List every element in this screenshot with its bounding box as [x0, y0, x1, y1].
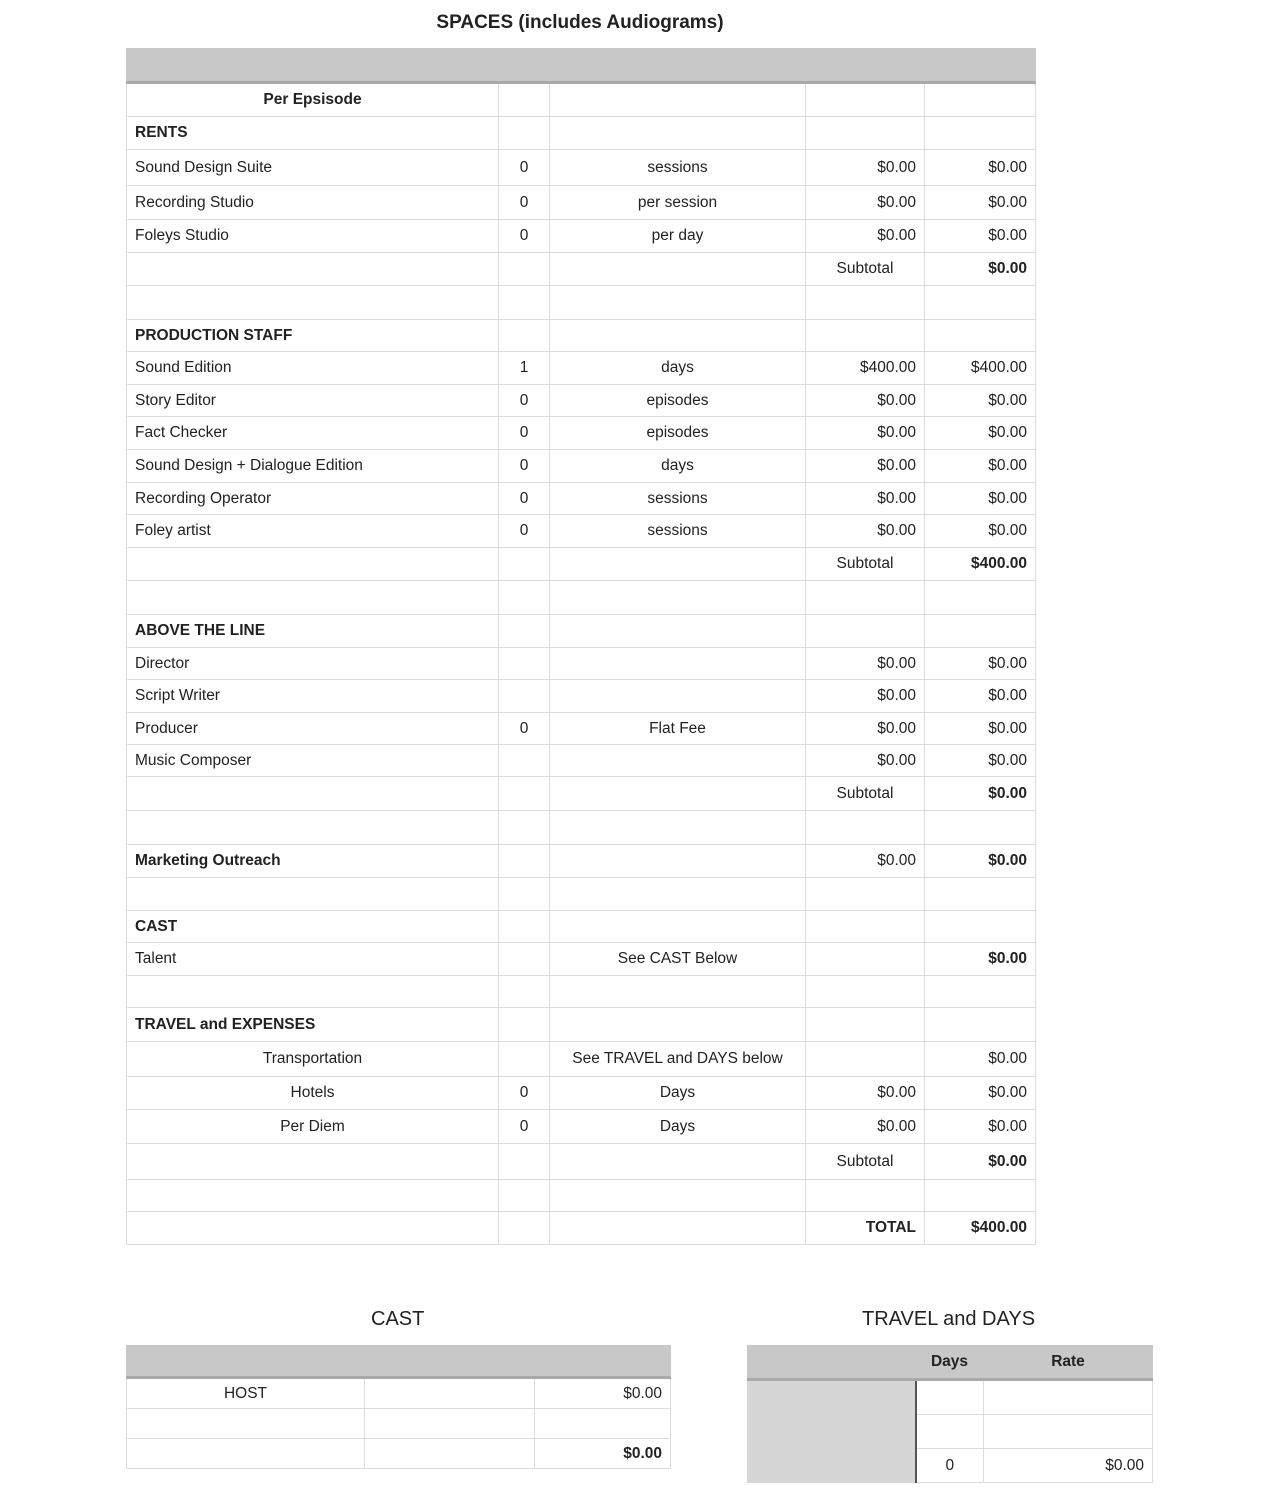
table-row — [127, 1110, 1036, 1144]
table-row — [127, 1180, 1036, 1212]
cell-c3 — [550, 648, 806, 680]
table-row — [127, 352, 1036, 385]
table-row — [127, 515, 1036, 548]
cell-c5: $0.00 — [925, 845, 1036, 878]
cell-c3 — [550, 745, 806, 777]
table-row — [127, 417, 1036, 450]
travel-row — [748, 1380, 1153, 1415]
cell-c3 — [550, 1008, 806, 1042]
cell-c4: $0.00 — [806, 1110, 925, 1144]
cell-c2 — [499, 1042, 550, 1077]
table-row — [127, 615, 1036, 648]
cell-c2: 0 — [499, 1110, 550, 1144]
cell-c1: Story Editor — [127, 385, 499, 417]
cell-c1: Recording Operator — [127, 483, 499, 515]
cell-c2: 0 — [499, 150, 550, 186]
cell-c5: $0.00 — [925, 186, 1036, 220]
cell-c3: days — [550, 352, 806, 385]
cell-c1: Script Writer — [127, 680, 499, 713]
cell-c5: $0.00 — [925, 1077, 1036, 1110]
cell-c1: Producer — [127, 713, 499, 745]
cell-c5 — [925, 615, 1036, 648]
cell-c1: Foley artist — [127, 515, 499, 548]
cell-c5: $400.00 — [925, 548, 1036, 581]
cell-c5: $0.00 — [925, 150, 1036, 186]
cell-c4: $0.00 — [806, 417, 925, 450]
cell-c5: $0.00 — [925, 648, 1036, 680]
cell-c1: ABOVE THE LINE — [127, 615, 499, 648]
cell-c5 — [925, 286, 1036, 320]
cast-title: CAST — [371, 1308, 425, 1330]
cell-c3: episodes — [550, 385, 806, 417]
cell-c5: $0.00 — [925, 745, 1036, 777]
table-row — [127, 220, 1036, 253]
cast-cell-c2 — [365, 1409, 535, 1439]
table-row — [127, 943, 1036, 976]
travel-rate-cell: $0.00 — [984, 1449, 1153, 1483]
cell-c2: 0 — [499, 450, 550, 483]
cell-c1 — [127, 1180, 499, 1212]
cell-c1 — [127, 878, 499, 911]
cell-c3 — [550, 976, 806, 1008]
table-row — [127, 186, 1036, 220]
cell-c1 — [127, 976, 499, 1008]
cell-c1: Director — [127, 648, 499, 680]
cell-c2 — [499, 777, 550, 811]
cell-c4: $0.00 — [806, 680, 925, 713]
cell-c1: Fact Checker — [127, 417, 499, 450]
travel-days-cell: 0 — [916, 1449, 984, 1483]
cell-c5: $400.00 — [925, 352, 1036, 385]
cell-c1: Recording Studio — [127, 186, 499, 220]
table-row — [127, 117, 1036, 150]
cell-c2 — [499, 320, 550, 352]
cell-c3 — [550, 1180, 806, 1212]
cell-c2 — [499, 976, 550, 1008]
cell-c3: episodes — [550, 417, 806, 450]
cast-cell-c1 — [127, 1439, 365, 1469]
cell-c2 — [499, 680, 550, 713]
cell-c4 — [806, 811, 925, 845]
cell-c2 — [499, 943, 550, 976]
cell-c1: RENTS — [127, 117, 499, 150]
travel-label-cell — [748, 1449, 916, 1483]
cell-c2: 1 — [499, 352, 550, 385]
cast-cell-c3: $0.00 — [535, 1439, 671, 1469]
cell-c3: days — [550, 450, 806, 483]
cell-c4: Subtotal — [806, 548, 925, 581]
cell-c5: $0.00 — [925, 417, 1036, 450]
cast-table — [126, 1345, 671, 1469]
cell-c1: Marketing Outreach — [127, 845, 499, 878]
cell-c3 — [550, 581, 806, 615]
cell-c3 — [550, 286, 806, 320]
cell-c2 — [499, 811, 550, 845]
cell-c4: $0.00 — [806, 385, 925, 417]
table-row — [127, 286, 1036, 320]
cell-c1: TRAVEL and EXPENSES — [127, 1008, 499, 1042]
cell-c3: sessions — [550, 150, 806, 186]
cell-c3: See TRAVEL and DAYS below — [550, 1042, 806, 1077]
cast-cell-c2 — [365, 1439, 535, 1469]
cell-c5: $400.00 — [925, 1212, 1036, 1245]
cell-c1: Sound Edition — [127, 352, 499, 385]
cell-c5: $0.00 — [925, 385, 1036, 417]
table-row — [127, 1212, 1036, 1245]
cell-c3 — [550, 777, 806, 811]
cell-c4: $0.00 — [806, 220, 925, 253]
table-header-row — [127, 49, 1036, 83]
cell-c1 — [127, 1144, 499, 1180]
table-row — [127, 976, 1036, 1008]
cell-c2: 0 — [499, 1077, 550, 1110]
cell-c3 — [550, 615, 806, 648]
cell-c5 — [925, 320, 1036, 352]
table-row — [127, 745, 1036, 777]
cell-c2 — [499, 253, 550, 286]
cell-c3 — [550, 253, 806, 286]
cell-c5 — [925, 1180, 1036, 1212]
cell-c3 — [550, 117, 806, 150]
cell-c4: $400.00 — [806, 352, 925, 385]
table-row — [127, 253, 1036, 286]
table-row — [127, 320, 1036, 352]
travel-rate-cell — [984, 1415, 1153, 1449]
cell-c3: See CAST Below — [550, 943, 806, 976]
cell-c3 — [550, 1212, 806, 1245]
table-row — [127, 548, 1036, 581]
cell-c3: Days — [550, 1110, 806, 1144]
cell-c5 — [925, 117, 1036, 150]
cell-c2 — [499, 286, 550, 320]
cell-c3 — [550, 811, 806, 845]
cell-c1: Per Epsisode — [127, 83, 499, 117]
cell-c5 — [925, 83, 1036, 117]
cell-c2 — [499, 117, 550, 150]
cell-c2: 0 — [499, 186, 550, 220]
cell-c3 — [550, 878, 806, 911]
cell-c2 — [499, 1212, 550, 1245]
page-title: SPACES (includes Audiograms) — [436, 12, 724, 33]
table-row — [127, 777, 1036, 811]
cast-row — [127, 1439, 671, 1469]
cell-c5: $0.00 — [925, 515, 1036, 548]
cell-c5 — [925, 976, 1036, 1008]
cell-c1: Music Composer — [127, 745, 499, 777]
cell-c1: Sound Design + Dialogue Edition — [127, 450, 499, 483]
cell-c1: Foleys Studio — [127, 220, 499, 253]
travel-days-cell — [916, 1415, 984, 1449]
cell-c4: $0.00 — [806, 648, 925, 680]
table-row — [127, 1042, 1036, 1077]
cell-c5: $0.00 — [925, 483, 1036, 515]
cell-c4 — [806, 320, 925, 352]
cell-c5 — [925, 911, 1036, 943]
cell-c4 — [806, 117, 925, 150]
cell-c2: 0 — [499, 417, 550, 450]
cast-cell-c2 — [365, 1378, 535, 1409]
cell-c4 — [806, 1008, 925, 1042]
cell-c5: $0.00 — [925, 1110, 1036, 1144]
table-row — [127, 1144, 1036, 1180]
cell-c4 — [806, 943, 925, 976]
cast-row — [127, 1378, 671, 1409]
travel-rate-cell — [984, 1380, 1153, 1415]
cell-c2 — [499, 548, 550, 581]
cast-cell-c3 — [535, 1409, 671, 1439]
cell-c1 — [127, 1212, 499, 1245]
cell-c3 — [550, 680, 806, 713]
travel-label-cell — [748, 1415, 916, 1449]
table-row — [127, 483, 1036, 515]
cell-c3: Days — [550, 1077, 806, 1110]
cell-c5: $0.00 — [925, 1042, 1036, 1077]
cell-c3: sessions — [550, 483, 806, 515]
travel-days-table — [747, 1345, 1153, 1483]
cell-c3 — [550, 911, 806, 943]
cell-c4 — [806, 911, 925, 943]
cell-c2 — [499, 878, 550, 911]
cell-c2 — [499, 615, 550, 648]
cell-c4: $0.00 — [806, 186, 925, 220]
cell-c1 — [127, 253, 499, 286]
cell-c3 — [550, 845, 806, 878]
cell-c4: Subtotal — [806, 1144, 925, 1180]
travel-label-cell — [748, 1380, 916, 1415]
cell-c2 — [499, 1144, 550, 1180]
table-row — [127, 878, 1036, 911]
cell-c1 — [127, 777, 499, 811]
cell-c4: $0.00 — [806, 745, 925, 777]
cell-c3: per session — [550, 186, 806, 220]
cell-c5: $0.00 — [925, 943, 1036, 976]
cell-c4 — [806, 615, 925, 648]
cast-cell-c3: $0.00 — [535, 1378, 671, 1409]
cell-c1 — [127, 286, 499, 320]
cell-c1: Per Diem — [127, 1110, 499, 1144]
cell-c4: $0.00 — [806, 515, 925, 548]
table-row — [127, 150, 1036, 186]
travel-header-rate: Rate — [984, 1346, 1153, 1380]
cast-row — [127, 1409, 671, 1439]
table-row — [127, 450, 1036, 483]
cell-c2: 0 — [499, 713, 550, 745]
cell-c1 — [127, 548, 499, 581]
table-row — [127, 83, 1036, 117]
cell-c4 — [806, 1180, 925, 1212]
cell-c5: $0.00 — [925, 450, 1036, 483]
cell-c2: 0 — [499, 483, 550, 515]
cell-c4 — [806, 1042, 925, 1077]
cell-c2 — [499, 581, 550, 615]
cell-c2 — [499, 745, 550, 777]
travel-title: TRAVEL and DAYS — [862, 1308, 1036, 1330]
cell-c3: Flat Fee — [550, 713, 806, 745]
table-row — [127, 1008, 1036, 1042]
cell-c4 — [806, 581, 925, 615]
table-row — [127, 911, 1036, 943]
spaces-budget-table — [126, 48, 1036, 1245]
cell-c3: per day — [550, 220, 806, 253]
cell-c5: $0.00 — [925, 680, 1036, 713]
cell-c1: CAST — [127, 911, 499, 943]
cell-c1: Sound Design Suite — [127, 150, 499, 186]
cell-c5: $0.00 — [925, 253, 1036, 286]
cell-c1: Hotels — [127, 1077, 499, 1110]
travel-header-row — [748, 1346, 1153, 1380]
cell-c2 — [499, 911, 550, 943]
travel-row — [748, 1415, 1153, 1449]
cell-c5 — [925, 1008, 1036, 1042]
cell-c1: Talent — [127, 943, 499, 976]
cell-c5: $0.00 — [925, 220, 1036, 253]
cast-header-row — [127, 1346, 671, 1378]
table-row — [127, 1077, 1036, 1110]
cell-c5 — [925, 878, 1036, 911]
cell-c3 — [550, 548, 806, 581]
cell-c5: $0.00 — [925, 713, 1036, 745]
cell-c2 — [499, 83, 550, 117]
cell-c2 — [499, 648, 550, 680]
cell-c4: $0.00 — [806, 483, 925, 515]
cell-c4 — [806, 83, 925, 117]
cell-c4: $0.00 — [806, 1077, 925, 1110]
table-row — [127, 713, 1036, 745]
cell-c3 — [550, 1144, 806, 1180]
cell-c4: $0.00 — [806, 713, 925, 745]
cell-c1 — [127, 811, 499, 845]
cell-c2: 0 — [499, 220, 550, 253]
cell-c4: TOTAL — [806, 1212, 925, 1245]
cell-c2: 0 — [499, 385, 550, 417]
cell-c1 — [127, 581, 499, 615]
cell-c3: sessions — [550, 515, 806, 548]
cell-c1: Transportation — [127, 1042, 499, 1077]
cell-c2 — [499, 1008, 550, 1042]
cell-c2 — [499, 845, 550, 878]
cell-c3 — [550, 83, 806, 117]
cell-c4: $0.00 — [806, 845, 925, 878]
cell-c4: Subtotal — [806, 777, 925, 811]
cell-c4 — [806, 286, 925, 320]
cell-c4 — [806, 976, 925, 1008]
cell-c2: 0 — [499, 515, 550, 548]
cell-c5: $0.00 — [925, 777, 1036, 811]
table-row — [127, 811, 1036, 845]
cell-c3 — [550, 320, 806, 352]
table-row — [127, 581, 1036, 615]
cell-c5 — [925, 811, 1036, 845]
cell-c1: PRODUCTION STAFF — [127, 320, 499, 352]
table-row — [127, 680, 1036, 713]
cell-c5: $0.00 — [925, 1144, 1036, 1180]
travel-days-cell — [916, 1380, 984, 1415]
travel-row — [748, 1449, 1153, 1483]
cell-c4: $0.00 — [806, 450, 925, 483]
table-row — [127, 385, 1036, 417]
cell-c4: $0.00 — [806, 150, 925, 186]
cell-c4 — [806, 878, 925, 911]
table-row — [127, 845, 1036, 878]
cell-c2 — [499, 1180, 550, 1212]
cell-c5 — [925, 581, 1036, 615]
cell-c4: Subtotal — [806, 253, 925, 286]
table-row — [127, 648, 1036, 680]
cast-cell-c1 — [127, 1409, 365, 1439]
travel-header-days: Days — [916, 1346, 984, 1380]
cast-cell-c1: HOST — [127, 1378, 365, 1409]
